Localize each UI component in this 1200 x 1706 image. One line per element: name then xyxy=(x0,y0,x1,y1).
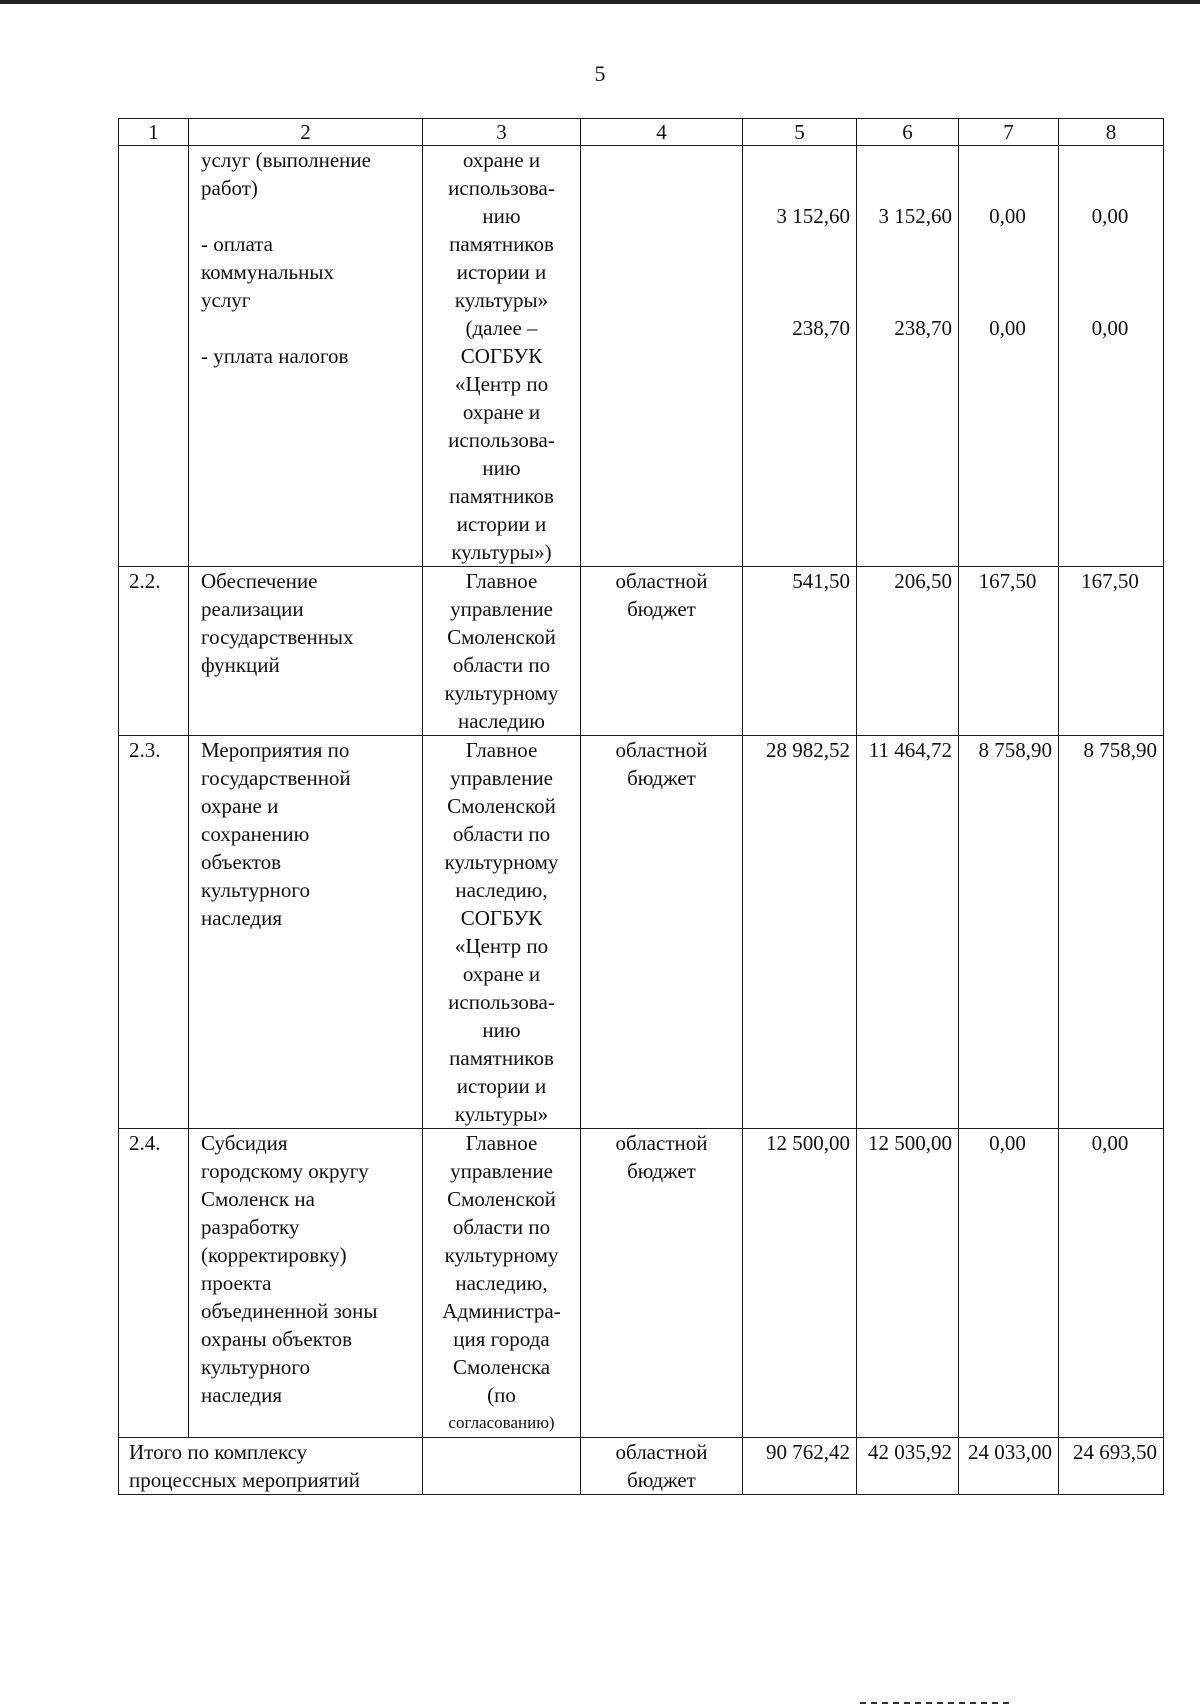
cont-exec-line: памятников xyxy=(449,232,554,256)
cont-val-7 xyxy=(959,146,1059,567)
cont-exec-line: истории и xyxy=(456,512,547,536)
cont-exec-line: СОГБУК xyxy=(460,344,543,368)
row-exec-cell xyxy=(423,1129,581,1438)
row-value-y2: 8 758,90 xyxy=(959,736,1059,1129)
scan-top-rule xyxy=(0,0,1200,4)
row-name-line: наследия xyxy=(201,1383,282,1407)
total-label-line: Итого по комплексу xyxy=(129,1440,308,1464)
row-exec-line: наследию, xyxy=(455,878,548,902)
row-exec-line: охране и xyxy=(462,962,541,986)
utilities-value: 3 152,60 xyxy=(878,204,952,228)
col-header-3: 3 xyxy=(423,119,581,146)
row-exec-line: памятников xyxy=(449,1046,554,1070)
col-header-7: 7 xyxy=(959,119,1059,146)
row-source-cell xyxy=(581,736,743,1129)
row-value-y1: 12 500,00 xyxy=(857,1129,959,1438)
taxes-value: 0,00 xyxy=(989,316,1026,340)
total-label-cell xyxy=(119,1438,423,1495)
row-source-line: областной xyxy=(615,1131,708,1155)
row-exec-line: области по xyxy=(452,1215,551,1239)
row-name-line: Мероприятия по xyxy=(201,738,350,762)
cont-exec-line: «Центр по xyxy=(454,372,549,396)
row-source-line: областной xyxy=(615,569,708,593)
utilities-value: 0,00 xyxy=(1091,204,1129,228)
row-exec-line: управление xyxy=(450,597,553,621)
total-value-all: 90 762,42 xyxy=(743,1438,857,1495)
cont-exec-cell xyxy=(423,146,581,567)
row-exec-line: Главное xyxy=(465,569,538,593)
total-label-line: процессных мероприятий xyxy=(129,1468,360,1492)
budget-table xyxy=(118,118,1164,1495)
row-name-line: (корректировку) xyxy=(201,1243,347,1267)
row-exec-line: (по xyxy=(487,1383,516,1407)
row-name-line: охраны объектов xyxy=(201,1327,352,1351)
cont-num-cell xyxy=(119,146,189,567)
cont-source-cell xyxy=(581,146,743,567)
row-name-line: объектов xyxy=(201,850,282,874)
row-name-line: охране и xyxy=(201,794,279,818)
cont-exec-line: использова- xyxy=(448,428,555,452)
row-value-y1: 11 464,72 xyxy=(857,736,959,1129)
col-header-4: 4 xyxy=(581,119,743,146)
row-name-line: проекта xyxy=(201,1271,272,1295)
row-name-line: культурного xyxy=(201,1355,310,1379)
row-value-total: 28 982,52 xyxy=(743,736,857,1129)
row-exec-line: наследию xyxy=(457,709,545,733)
row-source-line: бюджет xyxy=(627,597,696,621)
col-header-8: 8 xyxy=(1059,119,1164,146)
row-exec-line: истории и xyxy=(456,1074,547,1098)
row-source-cell xyxy=(581,1129,743,1438)
row-exec-line: культурному xyxy=(444,1243,559,1267)
row-name-line: культурного xyxy=(201,878,310,902)
row-number: 2.3. xyxy=(119,736,189,1129)
cont-exec-line: истории и xyxy=(456,260,547,284)
page-number: 5 xyxy=(594,61,606,86)
row-exec-line: нию xyxy=(482,1018,521,1042)
cont-val-5 xyxy=(743,146,857,567)
cont-exec-line: культуры» xyxy=(454,288,549,312)
row-value-y2: 0,00 xyxy=(959,1129,1059,1438)
row-exec-line: Администра- xyxy=(442,1299,561,1323)
total-value-y1: 42 035,92 xyxy=(857,1438,959,1495)
utilities-value: 3 152,60 xyxy=(776,204,850,228)
table-row xyxy=(119,1129,1164,1438)
taxes-value: 0,00 xyxy=(1091,316,1129,340)
cont-name-line: работ) xyxy=(201,176,258,200)
row-exec-line: управление xyxy=(450,1159,553,1183)
cont-exec-line: (далее – xyxy=(465,316,538,340)
row-exec-line: использова- xyxy=(448,990,555,1014)
row-source-line: бюджет xyxy=(627,766,696,790)
table-row xyxy=(119,736,1164,1129)
row-exec-cell xyxy=(423,567,581,736)
row-exec-line: культурному xyxy=(444,850,559,874)
row-exec-line-small: согласованию) xyxy=(448,1413,555,1432)
row-name-line: Субсидия xyxy=(201,1131,288,1155)
col-header-2: 2 xyxy=(189,119,423,146)
cont-name-line: услуг xyxy=(201,288,251,312)
cont-exec-line: культуры») xyxy=(451,540,552,564)
cont-val-8 xyxy=(1059,146,1164,567)
row-exec-line: СОГБУК xyxy=(460,906,543,930)
table-row-continuation xyxy=(119,146,1164,567)
row-name-line: разработку xyxy=(201,1215,300,1239)
row-exec-line: наследию, xyxy=(455,1271,548,1295)
total-value-y3: 24 693,50 xyxy=(1059,1438,1164,1495)
row-exec-line: области по xyxy=(452,653,551,677)
utilities-value: 0,00 xyxy=(989,204,1026,228)
cont-exec-line: охране и xyxy=(462,400,541,424)
cont-val-6 xyxy=(857,146,959,567)
row-name-line: реализации xyxy=(201,597,304,621)
taxes-value: 238,70 xyxy=(894,316,952,340)
row-name-line: функций xyxy=(201,653,280,677)
row-value-y3: 0,00 xyxy=(1059,1129,1164,1438)
row-exec-line: Смоленской xyxy=(447,1187,556,1211)
cont-exec-line: охране и xyxy=(462,148,541,172)
row-name-line: Обеспечение xyxy=(201,569,318,593)
total-exec-cell xyxy=(423,1438,581,1495)
col-header-5: 5 xyxy=(743,119,857,146)
row-exec-line: Главное xyxy=(465,738,538,762)
row-exec-line: культурному xyxy=(444,681,559,705)
row-value-y2: 167,50 xyxy=(959,567,1059,736)
row-name-line: наследия xyxy=(201,906,282,930)
cont-exec-line: памятников xyxy=(449,484,554,508)
row-exec-line: культуры» xyxy=(454,1102,549,1126)
cont-name-line: - уплата налогов xyxy=(201,344,349,368)
row-exec-line: Смоленской xyxy=(447,625,556,649)
col-header-6: 6 xyxy=(857,119,959,146)
row-exec-line: области по xyxy=(452,822,551,846)
row-name-line: государственной xyxy=(201,766,351,790)
cont-exec-line: нию xyxy=(482,204,521,228)
row-exec-cell xyxy=(423,736,581,1129)
row-exec-line: управление xyxy=(450,766,553,790)
row-name-cell xyxy=(189,1129,423,1438)
cont-exec-line: использова- xyxy=(448,176,555,200)
row-value-total: 541,50 xyxy=(743,567,857,736)
column-number-row xyxy=(119,119,1164,146)
row-number: 2.4. xyxy=(119,1129,189,1438)
total-source-line: бюджет xyxy=(627,1468,696,1492)
row-source-line: областной xyxy=(615,738,708,762)
row-name-cell xyxy=(189,567,423,736)
table-row-total xyxy=(119,1438,1164,1495)
row-exec-line: Смоленской xyxy=(447,794,556,818)
table-row xyxy=(119,567,1164,736)
cont-exec-line: нию xyxy=(482,456,521,480)
row-exec-line: Смоленска xyxy=(452,1355,551,1379)
scan-bottom-marks xyxy=(0,1700,1200,1706)
row-value-total: 12 500,00 xyxy=(743,1129,857,1438)
row-exec-line: ция города xyxy=(453,1327,550,1351)
row-name-line: городскому округу xyxy=(201,1159,369,1183)
cont-name-line: коммунальных xyxy=(201,260,334,284)
row-source-cell xyxy=(581,567,743,736)
cont-name-line: услуг (выполнение xyxy=(201,148,371,172)
row-name-line: объединенной зоны xyxy=(201,1299,378,1323)
row-name-line: сохранению xyxy=(201,822,310,846)
row-value-y3: 167,50 xyxy=(1059,567,1164,736)
row-name-cell xyxy=(189,736,423,1129)
col-header-1: 1 xyxy=(119,119,189,146)
row-number: 2.2. xyxy=(119,567,189,736)
total-source-cell xyxy=(581,1438,743,1495)
row-value-y1: 206,50 xyxy=(857,567,959,736)
row-name-line: Смоленск на xyxy=(201,1187,315,1211)
cont-name-cell xyxy=(189,146,423,567)
row-name-line: государственных xyxy=(201,625,354,649)
taxes-value: 238,70 xyxy=(792,316,850,340)
row-source-line: бюджет xyxy=(627,1159,696,1183)
row-exec-line: «Центр по xyxy=(454,934,549,958)
total-value-y2: 24 033,00 xyxy=(959,1438,1059,1495)
row-value-y3: 8 758,90 xyxy=(1059,736,1164,1129)
row-exec-line: Главное xyxy=(465,1131,538,1155)
total-source-line: областной xyxy=(615,1440,708,1464)
cont-name-line: - оплата xyxy=(201,232,273,256)
